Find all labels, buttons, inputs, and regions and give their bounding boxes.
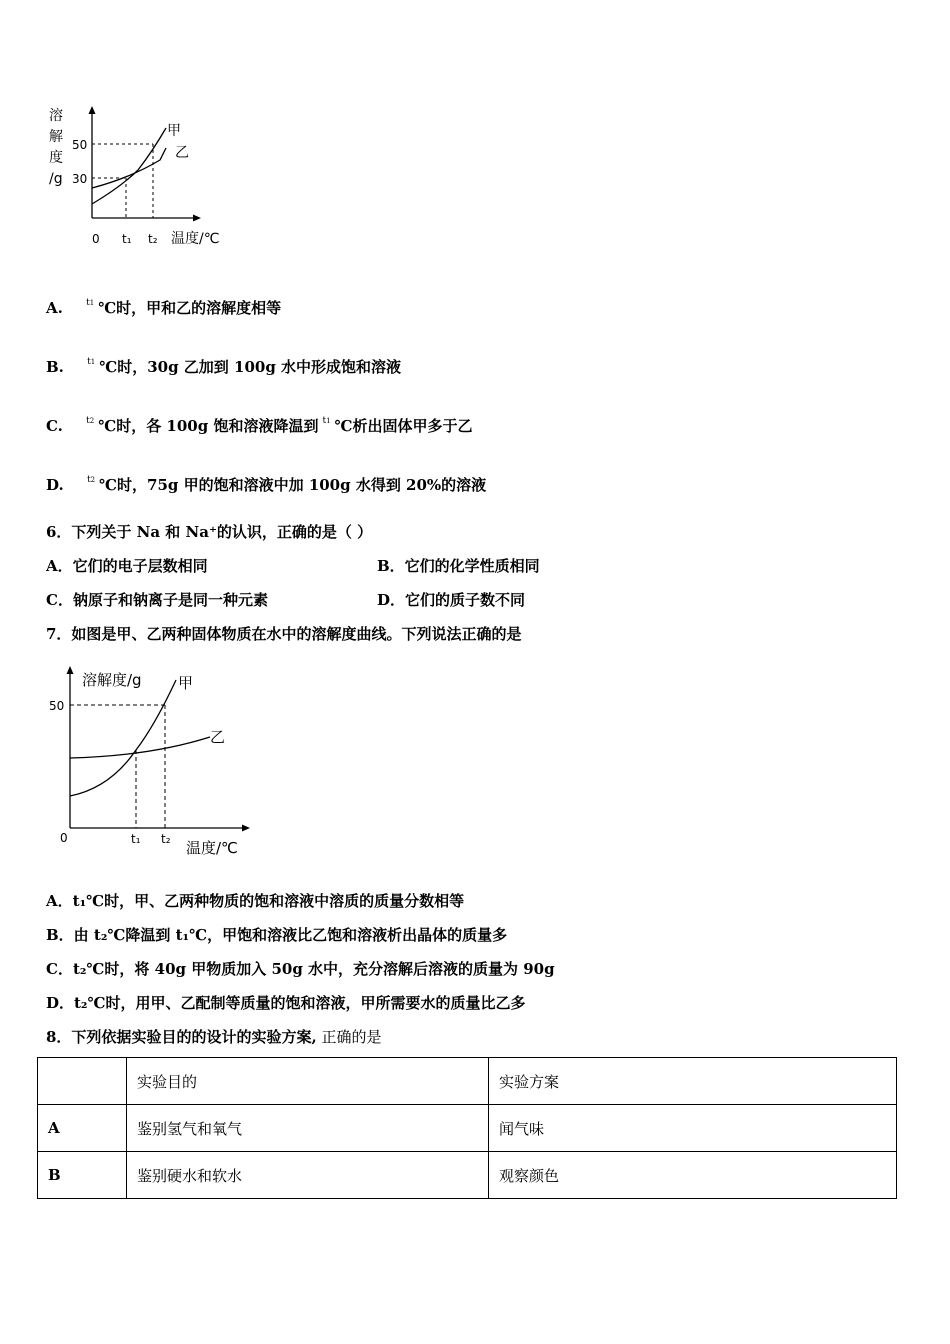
option-text: ℃析出固体甲多于乙 — [334, 417, 473, 435]
q5-option-d — [46, 475, 486, 498]
q7-stem: 7．如图是甲、乙两种固体物质在水中的溶解度曲线。下列说法正确的是 — [46, 625, 522, 643]
temp-var: t2 — [86, 416, 95, 426]
table-header-cell: 实验目的 — [127, 1058, 489, 1105]
x-tick-0: 0 — [60, 831, 68, 845]
ylabel-char: 解 — [49, 129, 63, 145]
x-axis-arrow — [242, 825, 250, 832]
curve-jia — [70, 680, 176, 796]
table-cell: 观察颜色 — [489, 1152, 897, 1199]
q6-option-c: C．钠原子和钠离子是同一种元素 — [46, 591, 268, 609]
q7-option-d: D．t₂℃时，用甲、乙配制等质量的饱和溶液，甲所需要水的质量比乙多 — [46, 994, 526, 1012]
solubility-graph-2 — [40, 660, 260, 865]
curve-jia — [92, 128, 166, 204]
y-axis-arrow — [67, 666, 74, 674]
table-header-cell — [38, 1058, 127, 1105]
x-tick-t2: t₂ — [148, 232, 158, 246]
option-text: ℃时，甲和乙的溶解度相等 — [98, 299, 282, 317]
temp-var: t1 — [87, 357, 96, 367]
q5-option-c — [46, 416, 473, 439]
temp-var: t2 — [86, 475, 96, 485]
x-tick-t1: t₁ — [131, 832, 141, 846]
temp-var: t1 — [86, 298, 95, 308]
table-cell: B — [38, 1152, 127, 1199]
x-tick-t1: t₁ — [122, 232, 132, 246]
q7-option-c: C．t₂℃时，将 40g 甲物质加入 50g 水中，充分溶解后溶液的质量为 90g — [46, 960, 555, 978]
q8-stem-bold: 8．下列依据实验目的的设计的实验方案, — [46, 1028, 317, 1046]
q6-option-a: A．它们的电子层数相同 — [46, 557, 208, 575]
x-tick-0: 0 — [92, 232, 100, 246]
series-label-yi: 乙 — [210, 728, 226, 746]
temp-var: t1 — [322, 416, 331, 426]
y-tick-50: 50 — [49, 699, 65, 713]
solubility-graph-1 — [40, 100, 240, 250]
option-letter: C. — [46, 417, 63, 435]
q6-stem: 6．下列关于 Na 和 Na⁺的认识，正确的是（ ） — [46, 523, 373, 541]
option-letter: B. — [46, 358, 64, 376]
series-label-yi: 乙 — [175, 145, 189, 161]
option-letter: A. — [46, 299, 63, 317]
table-row — [38, 1105, 897, 1152]
y-tick-50: 50 — [72, 138, 88, 152]
table-row — [38, 1152, 897, 1199]
y-axis-arrow — [89, 106, 96, 114]
option-letter: D. — [46, 476, 64, 494]
series-label-jia: 甲 — [178, 674, 194, 692]
q5-option-a — [46, 298, 281, 321]
option-text: ℃时，75g 甲的饱和溶液中加 100g 水得到 20%的溶液 — [99, 476, 487, 494]
q5-option-b — [46, 357, 401, 380]
ylabel-char: /g — [49, 171, 63, 187]
table-header-cell: 实验方案 — [489, 1058, 897, 1105]
q8-stem — [46, 1027, 381, 1047]
q7-option-a: A．t₁℃时，甲、乙两种物质的饱和溶液中溶质的质量分数相等 — [46, 892, 465, 910]
curve-yi — [70, 737, 210, 758]
x-axis-label: 温度/℃ — [171, 231, 220, 247]
ylabel-char: 度 — [49, 150, 63, 166]
option-text: ℃时，各 100g 饱和溶液降温到 — [98, 417, 319, 435]
curve-yi — [92, 148, 166, 188]
x-axis-arrow — [193, 215, 201, 222]
y-tick-30: 30 — [72, 172, 88, 186]
ylabel-char: 溶 — [49, 108, 63, 124]
experiment-table — [37, 1057, 897, 1199]
table-cell: A — [38, 1105, 127, 1152]
q6-option-b: B．它们的化学性质相同 — [377, 557, 540, 575]
option-text: ℃时，30g 乙加到 100g 水中形成饱和溶液 — [99, 358, 402, 376]
x-axis-label: 温度/℃ — [186, 839, 238, 857]
y-axis-label: 溶解度/g — [82, 671, 142, 689]
q8-stem-normal: 正确的是 — [316, 1028, 382, 1046]
table-cell: 鉴别氢气和氧气 — [127, 1105, 489, 1152]
x-tick-t2: t₂ — [161, 832, 171, 846]
q6-option-d: D．它们的质子数不同 — [377, 591, 526, 609]
series-label-jia: 甲 — [167, 123, 181, 139]
table-header-row — [38, 1058, 897, 1105]
table-cell: 闻气味 — [489, 1105, 897, 1152]
q7-option-b: B．由 t₂℃降温到 t₁℃，甲饱和溶液比乙饱和溶液析出晶体的质量多 — [46, 926, 508, 944]
table-cell: 鉴别硬水和软水 — [127, 1152, 489, 1199]
